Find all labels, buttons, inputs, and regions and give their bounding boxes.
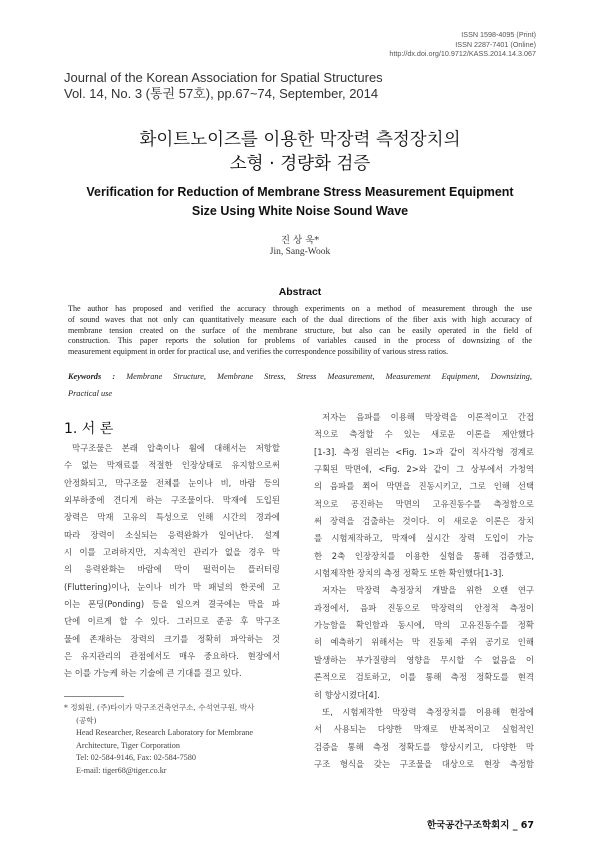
body-line: 외부하중에 견디게 하는 구조물이다. 막재에 도입된 — [64, 495, 280, 506]
body-line: 또, 시험제작한 막장력 측정장치를 이용해 현장에 — [322, 706, 534, 717]
journal-citation — [64, 70, 534, 102]
body-line: 따라 장력이 소실되는 응력완화가 일어난다. 설계 — [64, 529, 280, 540]
issn-online: ISSN 2287-7401 (Online) — [455, 39, 536, 49]
keywords-text-1: Membrane Structure, Membrane Stress, Stress Measurement, Measurement Equipment, Downsizing, — [126, 372, 532, 381]
page-footer: 한국공간구조학회지 _ 67 — [426, 820, 534, 831]
body-line: 단에 이르게 할 수 있다. 그러므로 준공 후 막구조 — [64, 616, 280, 627]
body-line: 이는 폰딩(Ponding) 등을 일으켜 결국에는 막을 파 — [64, 599, 280, 610]
body-line: 서 사용되는 다양한 막재로 반복적이고 실험적인 — [314, 724, 534, 735]
abstract-line: measurement equipment in order for practical use, and verifies the correspondence possibility of various stress ratios. — [68, 347, 449, 357]
body-line: 구조 형식을 갖는 구조물을 대상으로 현장 측정함 — [314, 758, 534, 769]
footnote-email[interactable]: E-mail: tiger68@tiger.co.kr — [76, 765, 167, 775]
abstract-line: membrane tension created on the surface of the membrane structure, but also can be easily operated in the field of — [68, 325, 532, 335]
body-line: (Fluttering)이나, 눈이나 비가 막 패널의 한곳에 고 — [64, 581, 280, 592]
body-line: 는 이를 가능케 하는 기술에 큰 기대를 걸고 있다. — [64, 668, 242, 679]
body-line: 시험제작한 장치의 측정 정확도 또한 확인했다[1-3]. — [314, 568, 504, 579]
english-title-line1: Verification for Reduction of Membrane Stress Measurement Equipment — [86, 185, 514, 199]
footnote-line: * 정회원, (주)타이가 막구조건축연구소, 수석연구원, 박사 — [64, 703, 255, 712]
footnote-line: (공학) — [76, 715, 97, 725]
footnote-line: Tel: 02-584-9146, Fax: 02-584-7580 — [76, 753, 196, 762]
body-line: 론적으로 검토하고, 이를 통해 측정 정확도를 현격 — [314, 672, 534, 683]
keywords-text-2: Practical use — [68, 389, 113, 398]
body-line: 저자는 막장력 측정장치 개발을 위한 오랜 연구 — [322, 585, 534, 596]
doi-link[interactable]: http://dx.doi.org/10.9712/KASS.2014.14.3.067 — [389, 49, 536, 59]
footnote-divider — [64, 696, 124, 697]
body-line: 히 향상시켰다[4]. — [314, 689, 380, 700]
body-line: 시 이를 고려하지만, 지속적인 관리가 없을 경우 막 — [64, 547, 280, 558]
body-line: 적으로 측정할 수 있는 새로운 이론을 제안했다 — [314, 429, 534, 440]
issn-print: ISSN 1598-4095 (Print) — [461, 30, 536, 39]
keywords-line1 — [68, 368, 532, 385]
body-line: 장력은 막재 고유의 특성으로 인해 시간의 경과에 — [64, 512, 280, 523]
author-english: Jin, Sang-Wook — [269, 247, 331, 257]
abstract-line: of sound waves that not only can quantitatively measure each of the dual directions of the fiber axis with high accuracy of — [68, 314, 532, 324]
abstract-heading: Abstract — [278, 286, 322, 298]
body-column-right — [314, 409, 534, 773]
body-line: 발생하는 부가질량의 영향을 무시할 수 없음을 이 — [314, 654, 534, 665]
footnote-line: Architecture, Tiger Corporation — [76, 740, 180, 750]
journal-issue: Vol. 14, No. 3 (통권 57호), pp.67~74, September, 2014 — [64, 86, 379, 101]
journal-name: Journal of the Korean Association for Spatial Structures — [64, 70, 383, 85]
section-heading: 1. 서 론 — [64, 421, 114, 437]
english-title-line2: Size Using White Noise Sound Wave — [191, 204, 409, 218]
body-line: 과정에서, 음파 진동으로 막장력의 안정적 측정이 — [314, 602, 534, 613]
body-line: 한 2축 인장장치를 이용한 실험을 통해 검증했고, — [314, 550, 534, 561]
issn-block — [336, 30, 536, 59]
body-line: 물에 존재하는 장력의 크기를 정확히 파악하는 것 — [64, 633, 280, 644]
body-line: 의 응력완화는 바람에 막이 펄럭이는 플러터링 — [64, 564, 280, 575]
abstract-line: construction. This paper reports the solution for problems of variables caused in the process of downsizing of the — [68, 336, 532, 346]
body-line: 검증을 통해 측정 정확도를 향상시키고, 다양한 막 — [314, 741, 534, 752]
body-line: 히 예측하기 위해서는 막 진동체 주위 공기로 인해 — [314, 637, 534, 648]
body-line: 적으로 공진하는 막면의 고유진동수를 측정함으로 — [314, 498, 534, 509]
body-column-left — [64, 440, 280, 683]
keywords-block — [68, 368, 532, 402]
footnote-line: Head Researcher, Research Laboratory for Membrane — [76, 728, 253, 737]
body-line: 수 없는 막재료를 적절한 인장상태로 유지함으로써 — [64, 460, 280, 471]
body-line: 저자는 음파를 이용해 막장력을 이론적이고 간접 — [322, 412, 534, 422]
body-line: 안정화되고, 막구조물 전체를 눈이나 비, 바람 등의 — [64, 477, 280, 488]
author-footnote — [64, 702, 280, 777]
body-line: 은 유지관리의 관점에서도 매우 중요하다. 현장에서 — [64, 651, 280, 662]
body-line: [1-3]. 측정 원리는 <Fig. 1>과 같이 직사각형 경계로 — [314, 446, 534, 457]
korean-title-line1: 화이트노이즈를 이용한 막장력 측정장치의 — [139, 130, 461, 150]
body-line: 막구조물은 본래 압축이나 휨에 대해서는 저항할 — [72, 443, 280, 453]
body-line: 써 장력을 검출하는 것이다. 이 새로운 이론은 장치 — [314, 516, 534, 527]
body-line: 가능함을 확인함과 동시에, 막의 고유진동수를 정확 — [314, 620, 534, 631]
body-line: 의 음파를 쬐어 막면을 진동시키고, 그로 인해 선택 — [314, 481, 534, 492]
body-line: 를 시험제작하고, 막재에 실시간 장력 도입이 가능 — [314, 533, 534, 544]
keywords-label: Keywords : — [68, 372, 116, 381]
korean-title-line2: 소형 · 경량화 검증 — [229, 154, 371, 174]
body-line: 구획된 막면에, <Fig. 2>와 같이 그 상부에서 가청역 — [314, 464, 534, 475]
abstract-line: The author has proposed and verified the accuracy through experiments on a method of measurement through the use — [68, 304, 532, 313]
abstract-body — [68, 304, 532, 358]
author-korean: 진 상 욱* — [280, 235, 320, 246]
